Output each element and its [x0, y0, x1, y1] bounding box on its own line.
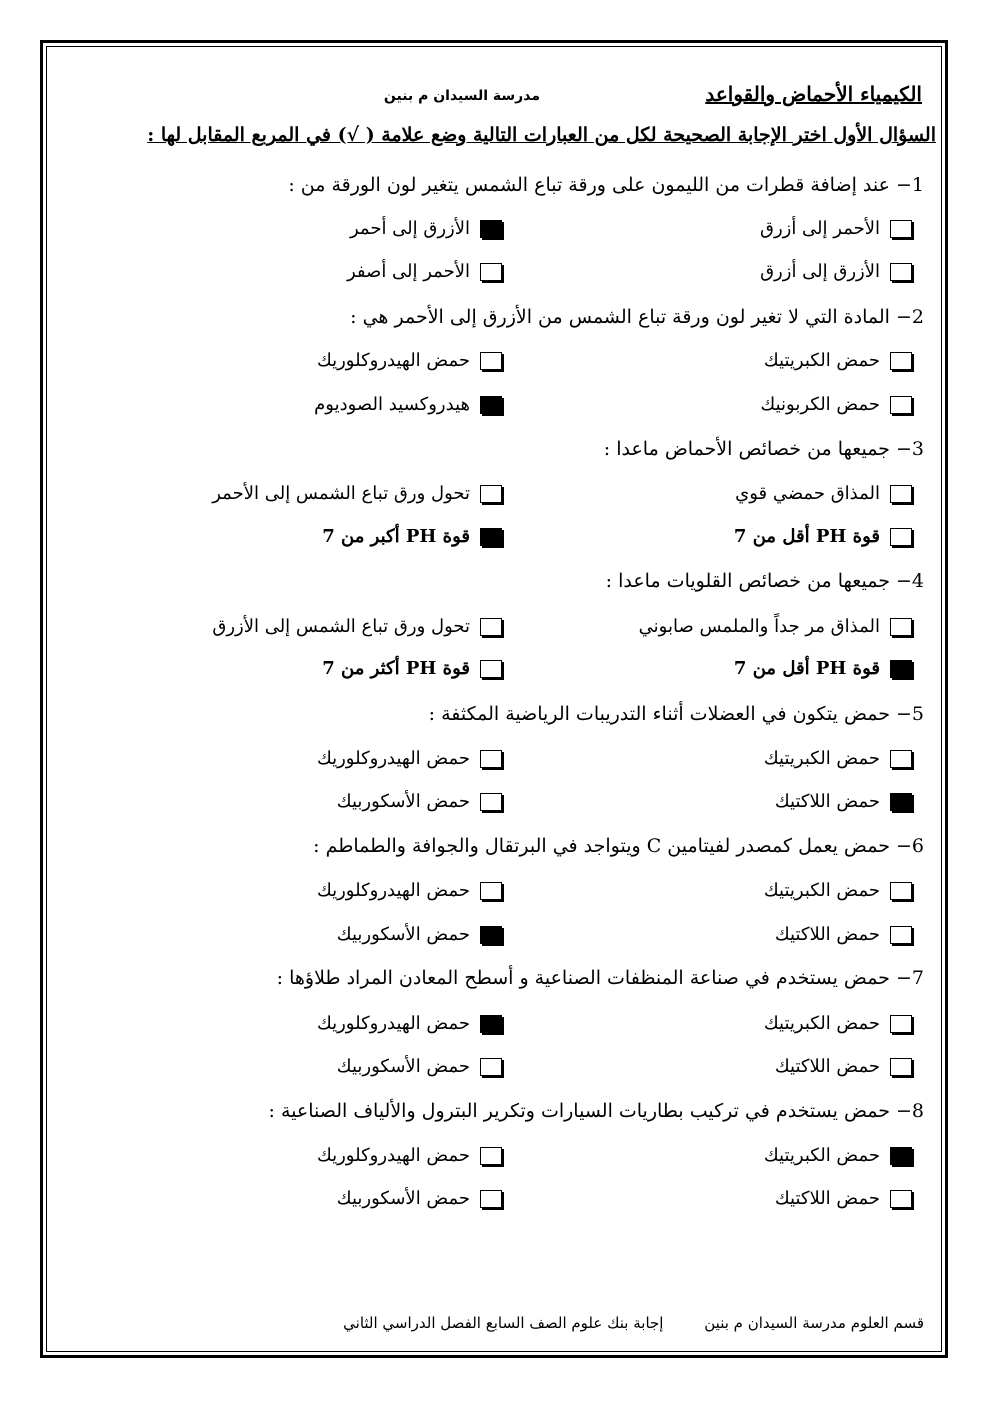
q6-option-3: [775, 924, 912, 945]
checkbox[interactable]: [890, 1190, 912, 1208]
checkbox-checked[interactable]: [890, 793, 912, 811]
checkbox-checked[interactable]: [480, 528, 502, 546]
q3-option-1: [735, 483, 912, 504]
checkbox[interactable]: [890, 220, 912, 238]
q4-option-3: [734, 658, 912, 679]
q7-option-3: [775, 1056, 912, 1077]
q4-option-1: [639, 616, 912, 637]
footer-department: قسم العلوم مدرسة السيدان م بنين: [704, 1314, 924, 1332]
checkbox[interactable]: [480, 485, 502, 503]
option-label: حمض الهيدروكلوريك: [316, 880, 470, 901]
option-label: حمض اللاكتيك: [774, 1188, 880, 1209]
q3-option-4: [322, 526, 502, 547]
q5-option-1: [764, 748, 912, 769]
checkbox[interactable]: [890, 618, 912, 636]
option-label: تحول ورق تباع الشمس إلى الأحمر: [212, 483, 470, 504]
q6-option-2: [317, 880, 502, 901]
option-label: حمض الكبريتيك: [763, 1013, 880, 1034]
option-label: قوة PH أكثر من 7: [322, 658, 470, 679]
q5-option-2: [317, 748, 502, 769]
option-label: قوة PH أقل من 7: [733, 658, 880, 679]
question-2-text: 2− المادة التي لا تغير لون ورقة تباع الشمس من الأزرق إلى الأحمر هي :: [350, 306, 924, 328]
question-7-text: 7− حمض يستخدم في صناعة المنظفات الصناعية و أسطح المعادن المراد طلاؤها :: [276, 967, 924, 989]
checkbox-checked[interactable]: [890, 1147, 912, 1165]
checkbox[interactable]: [890, 750, 912, 768]
checkbox[interactable]: [480, 882, 502, 900]
q5-option-3: [775, 791, 912, 812]
school-name: مدرسة السيدان م بنين: [383, 88, 540, 104]
option-label: حمض اللاكتيك: [774, 924, 880, 945]
option-label: حمض الأسكوربيك: [336, 1188, 470, 1209]
checkbox[interactable]: [890, 396, 912, 414]
q1-option-3: [760, 261, 912, 282]
question-1-text: 1− عند إضافة قطرات من الليمون على ورقة تباع الشمس يتغير لون الورقة من :: [288, 174, 924, 196]
checkbox-checked[interactable]: [480, 1015, 502, 1033]
q8-option-1: [764, 1145, 912, 1166]
option-label: المذاق حمضي قوي: [735, 483, 880, 504]
q2-option-3: [760, 394, 912, 415]
q3-option-3: [734, 526, 912, 547]
option-label: قوة PH أكبر من 7: [322, 526, 470, 547]
question-6-text: 6− حمض يعمل كمصدر لفيتامين C ويتواجد في البرتقال والجوافة والطماطم :: [313, 835, 924, 857]
checkbox[interactable]: [480, 1147, 502, 1165]
q2-option-1: [764, 350, 912, 371]
q4-option-4: [322, 658, 502, 679]
checkbox[interactable]: [890, 882, 912, 900]
option-label: حمض الأسكوربيك: [336, 924, 470, 945]
question-8-text: 8− حمض يستخدم في تركيب بطاريات السيارات وتكرير البترول والألياف الصناعية :: [268, 1100, 924, 1122]
option-label: حمض الكبريتيك: [763, 880, 880, 901]
option-label: الأزرق إلى أزرق: [760, 261, 880, 282]
page-footer: [343, 1314, 924, 1332]
checkbox[interactable]: [480, 750, 502, 768]
option-label: حمض الأسكوربيك: [336, 791, 470, 812]
checkbox-checked[interactable]: [890, 660, 912, 678]
q6-option-4: [337, 924, 502, 945]
option-label: قوة PH أقل من 7: [733, 526, 880, 547]
q1-option-1: [760, 218, 912, 239]
option-label: تحول ورق تباع الشمس إلى الأزرق: [212, 616, 470, 637]
checkbox[interactable]: [890, 1058, 912, 1076]
checkbox-checked[interactable]: [480, 926, 502, 944]
q7-option-4: [337, 1056, 502, 1077]
question-5-text: 5− حمض يتكون في العضلات أثناء التدريبات الرياضية المكثفة :: [428, 703, 924, 725]
option-label: حمض الأسكوربيك: [336, 1056, 470, 1077]
checkbox[interactable]: [480, 618, 502, 636]
q5-option-4: [337, 791, 502, 812]
checkbox[interactable]: [890, 485, 912, 503]
q2-option-4: [314, 394, 502, 415]
option-label: الأحمر إلى أزرق: [759, 218, 880, 239]
checkbox[interactable]: [890, 263, 912, 281]
option-label: حمض الكبريتيك: [763, 1145, 880, 1166]
option-label: حمض الكبريتيك: [763, 350, 880, 371]
option-label: الأحمر إلى أصفر: [347, 261, 470, 282]
q2-option-2: [317, 350, 502, 371]
option-label: حمض الهيدروكلوريك: [316, 748, 470, 769]
option-label: حمض اللاكتيك: [774, 1056, 880, 1077]
option-label: حمض الهيدروكلوريك: [316, 1145, 470, 1166]
checkbox[interactable]: [480, 793, 502, 811]
q4-option-2: [212, 616, 502, 637]
q6-option-1: [764, 880, 912, 901]
checkbox[interactable]: [480, 1058, 502, 1076]
checkbox[interactable]: [890, 528, 912, 546]
option-label: الأزرق إلى أحمر: [349, 218, 470, 239]
checkbox[interactable]: [480, 263, 502, 281]
checkbox[interactable]: [890, 1015, 912, 1033]
q8-option-2: [317, 1145, 502, 1166]
question-instruction: السؤال الأول اختر الإجابة الصحيحة لكل من العبارات التالية وضع علامة ( √) في المربع المقابل لها :: [147, 124, 936, 146]
checkbox[interactable]: [480, 660, 502, 678]
checkbox[interactable]: [480, 352, 502, 370]
q1-option-4: [347, 261, 502, 282]
option-label: حمض الهيدروكلوريك: [316, 1013, 470, 1034]
worksheet-title: الكيمياء الأحماض والقواعد: [705, 82, 922, 106]
checkbox[interactable]: [890, 926, 912, 944]
option-label: حمض الهيدروكلوريك: [316, 350, 470, 371]
checkbox-checked[interactable]: [480, 220, 502, 238]
footer-description: إجابة بنك علوم الصف السابع الفصل الدراسي الثاني: [343, 1314, 664, 1332]
option-label: المذاق مر جداً والملمس صابوني: [638, 616, 880, 637]
question-4-text: 4− جميعها من خصائص القلويات ماعدا :: [605, 570, 924, 592]
checkbox-checked[interactable]: [480, 396, 502, 414]
q1-option-2: [350, 218, 502, 239]
option-label: حمض الكبريتيك: [763, 748, 880, 769]
option-label: هيدروكسيد الصوديوم: [314, 394, 470, 415]
question-3-text: 3− جميعها من خصائص الأحماض ماعدا :: [603, 438, 924, 460]
q8-option-3: [775, 1188, 912, 1209]
q3-option-2: [212, 483, 502, 504]
checkbox[interactable]: [480, 1190, 502, 1208]
q7-option-1: [764, 1013, 912, 1034]
q7-option-2: [317, 1013, 502, 1034]
option-label: حمض اللاكتيك: [774, 791, 880, 812]
checkbox[interactable]: [890, 352, 912, 370]
q8-option-4: [337, 1188, 502, 1209]
option-label: حمض الكربونيك: [760, 394, 880, 415]
